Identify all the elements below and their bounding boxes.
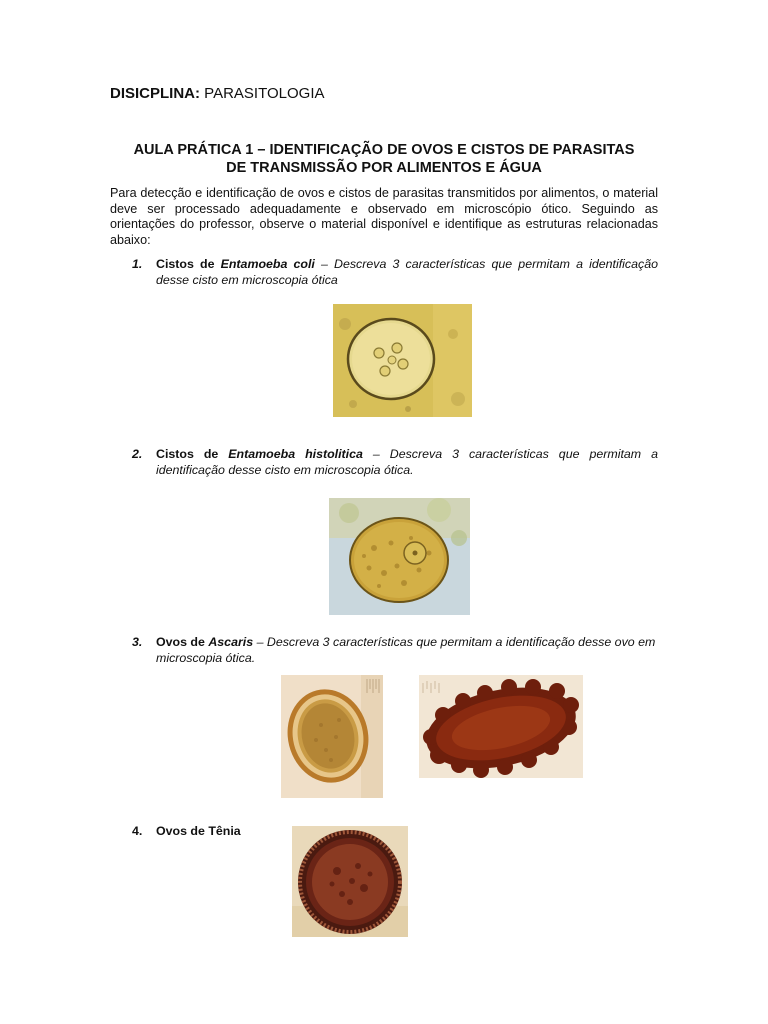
entamoeba-histolytica-cyst-image <box>329 498 470 615</box>
item-description: – Descreva 3 características que permitam a identificação desse cisto em microscopia ótica <box>156 257 658 287</box>
item-description: – Descreva 3 características que permitam a identificação desse cisto em microscopia ótica. <box>156 447 658 477</box>
list-item-1 <box>132 256 658 288</box>
item-number: 4. <box>132 824 143 838</box>
item-label: Ovos de <box>156 635 209 649</box>
discipline-header <box>110 85 325 102</box>
item-scientific-name: Ascaris <box>208 635 254 649</box>
page-title <box>100 141 668 177</box>
title-line-1: AULA PRÁTICA 1 – IDENTIFICAÇÃO DE OVOS E CISTOS DE PARASITAS <box>133 142 635 158</box>
entamoeba-coli-cyst-image <box>333 304 472 417</box>
item-label: Cistos de <box>156 447 229 461</box>
discipline-value: PARASITOLOGIA <box>204 85 325 102</box>
item-number: 3. <box>132 635 143 649</box>
item-number: 2. <box>132 447 143 461</box>
item-number: 1. <box>132 257 143 271</box>
list-item-3 <box>132 634 658 666</box>
item-scientific-name: Entamoeba coli <box>220 257 315 271</box>
ascaris-infertile-egg-image <box>419 675 583 778</box>
item-label: Ovos de Tênia <box>156 824 241 838</box>
title-line-2: DE TRANSMISSÃO POR ALIMENTOS E ÁGUA <box>226 160 542 176</box>
ascaris-fertile-egg-image <box>281 675 383 798</box>
discipline-label: DISICPLINA: <box>110 85 200 102</box>
item-label: Cistos de <box>156 257 221 271</box>
list-item-2 <box>132 446 658 478</box>
taenia-egg-image <box>292 826 408 937</box>
item-description: – Descreva 3 características que permitam a identificação desse ovo em microscopia ótica. <box>156 635 656 665</box>
intro-paragraph: Para detecção e identificação de ovos e cistos de parasitas transmitidos por alimentos, o material deve ser processado adequadamente e observado em microscópio ótico. Seguindo as orientações do professor, observe o material disponível e identifique as estruturas relacionadas abaixo: <box>110 186 658 247</box>
item-scientific-name: Entamoeba histolitica <box>228 447 363 461</box>
